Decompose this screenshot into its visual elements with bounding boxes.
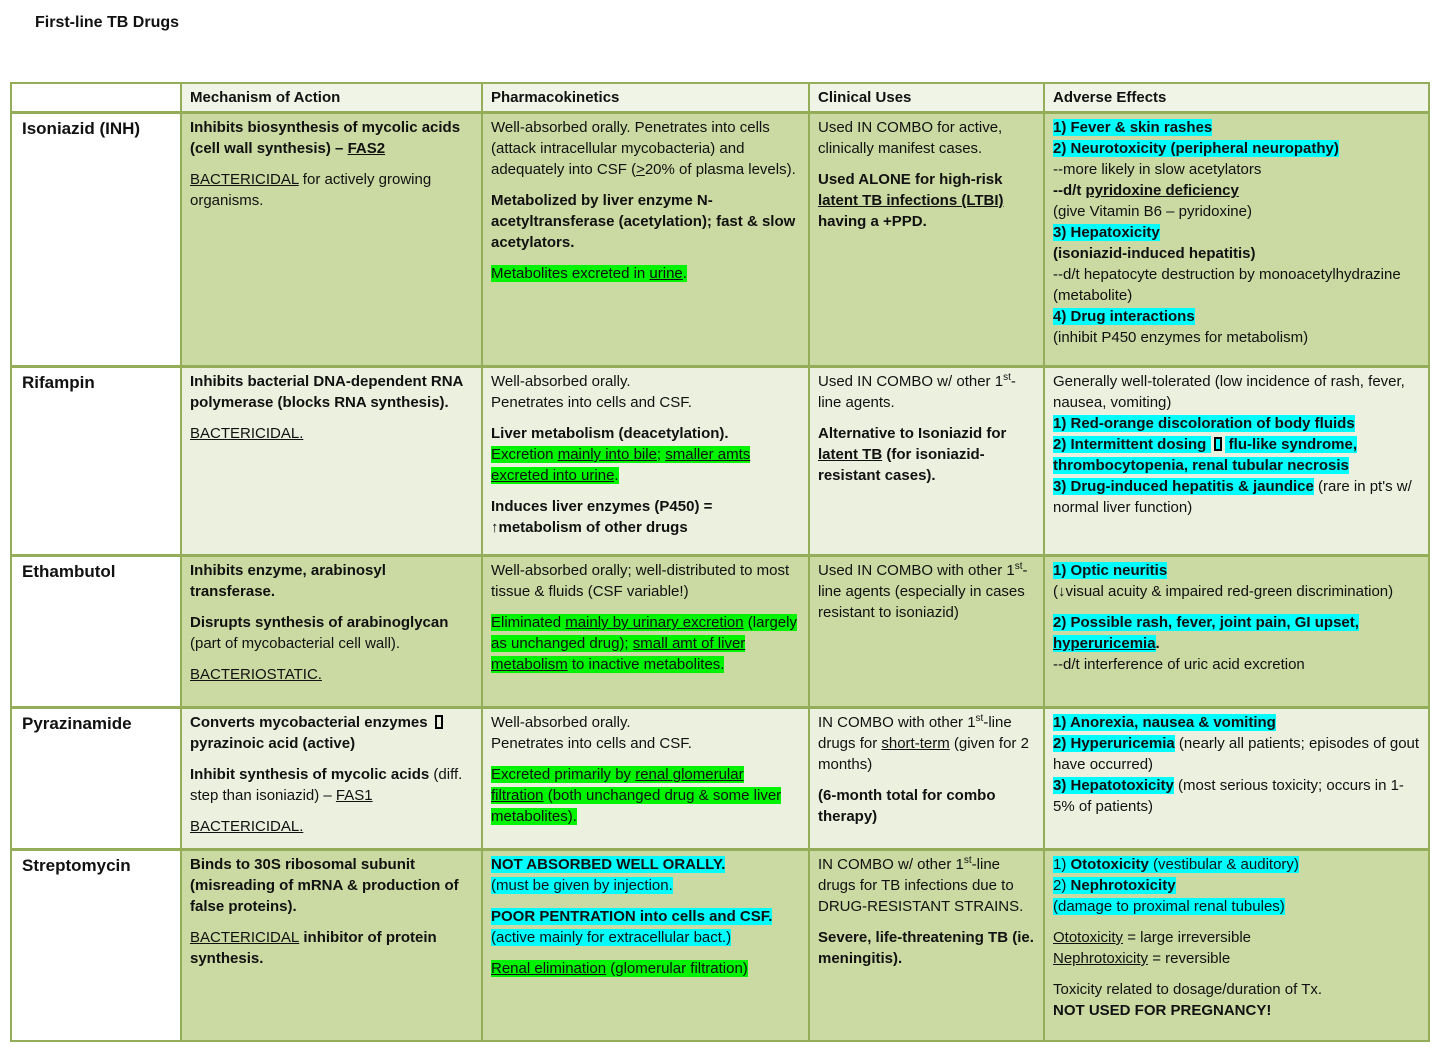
text-run: (given for 2 months) xyxy=(818,735,1029,773)
paragraph xyxy=(818,117,1035,159)
cell-clinical-uses xyxy=(809,556,1044,708)
paragraph xyxy=(190,806,473,816)
drug-name-cell: Ethambutol xyxy=(11,556,181,708)
missing-glyph-box-icon xyxy=(1214,437,1222,451)
text-run: (nearly all patients; episodes of gout have occurred) xyxy=(1053,735,1420,773)
text-run: (both unchanged drug & some liver metabolites). xyxy=(491,787,782,825)
paragraph xyxy=(1053,560,1420,581)
cell-adverse-effects xyxy=(1044,367,1429,556)
text-run: Disrupts synthesis of arabinoglycan xyxy=(190,614,449,631)
paragraph xyxy=(1053,712,1420,733)
paragraph xyxy=(190,413,473,423)
text-run: Used IN COMBO for active, clinically manifest cases. xyxy=(818,119,1003,157)
text-run: BACTERICIDAL. xyxy=(190,425,304,442)
paragraph xyxy=(190,560,473,602)
corner-cell xyxy=(11,83,181,113)
drug-name-cell: Isoniazid (INH) xyxy=(11,113,181,367)
text-run: Inhibit synthesis of mycolic acids xyxy=(190,766,430,783)
paragraph xyxy=(491,423,800,444)
paragraph xyxy=(1053,371,1420,413)
text-run: 2) xyxy=(1053,877,1071,894)
paragraph xyxy=(1053,969,1420,979)
page-title: First-line TB Drugs xyxy=(35,14,180,31)
text-run: 1) Optic neuritis xyxy=(1053,562,1168,579)
text-run: Generally well-tolerated (low incidence of rash, fever, nausea, vomiting) xyxy=(1053,373,1405,411)
text-run: (glomerular filtration) xyxy=(606,960,748,977)
text-run: --d/t interference of uric acid excretion xyxy=(1053,656,1305,673)
text-run: -line agents. xyxy=(818,373,1016,411)
text-run: --d/t hepatocyte destruction by monoacetylhydrazine (metabolite) xyxy=(1053,266,1401,304)
text-run: Toxicity related to dosage/duration of Tx. xyxy=(1053,981,1323,998)
text-run: Eliminated xyxy=(491,614,566,631)
cell-adverse-effects xyxy=(1044,113,1429,367)
paragraph xyxy=(1053,875,1420,896)
paragraph xyxy=(1053,917,1420,927)
text-run: Inhibits enzyme, arabinosyl transferase. xyxy=(190,562,386,600)
cell-pharmacokinetics xyxy=(482,850,809,1041)
paragraph xyxy=(818,712,1035,775)
text-run: . xyxy=(1155,635,1160,652)
text-run: 1) Fever & skin rashes xyxy=(1053,119,1213,136)
cell-mechanism xyxy=(181,556,482,708)
text-run: NOT USED FOR PREGNANCY! xyxy=(1053,1002,1272,1019)
paragraph xyxy=(1053,775,1420,817)
table-body xyxy=(11,113,1429,1041)
text-run: to inactive metabolites. xyxy=(567,656,725,673)
text-run: ; xyxy=(656,446,666,463)
paragraph xyxy=(491,733,800,754)
drug-name-cell: Pyrazinamide xyxy=(11,708,181,850)
cell-mechanism xyxy=(181,850,482,1041)
text-run: (diff. step than isoniazid) – xyxy=(190,766,463,804)
missing-glyph-box-icon xyxy=(435,715,443,729)
text-run: st xyxy=(975,713,984,724)
text-run: IN COMBO with other 1 xyxy=(818,714,976,731)
text-run: Binds to 30S ribosomal subunit (misreading of mRNA & production of false proteins). xyxy=(190,856,459,915)
text-run: (6-month total for combo therapy) xyxy=(818,787,996,825)
text-run: -line drugs for xyxy=(818,714,1012,752)
paragraph xyxy=(818,371,1035,413)
text-run: (vestibular & auditory) xyxy=(1148,856,1299,873)
text-run: renal glomerular filtration xyxy=(491,766,744,804)
text-run: 3) Hepatoxicity xyxy=(1053,224,1160,241)
drug-name-cell: Rifampin xyxy=(11,367,181,556)
cell-mechanism xyxy=(181,708,482,850)
paragraph xyxy=(1053,264,1420,306)
paragraph xyxy=(491,444,800,486)
text-run: urine xyxy=(649,265,683,282)
text-run: (give Vitamin B6 – pyridoxine) xyxy=(1053,203,1252,220)
paragraph xyxy=(818,560,1035,623)
text-run: NOT ABSORBED WELL ORALLY. xyxy=(491,856,726,873)
paragraph xyxy=(1053,896,1420,917)
text-run: BACTERICIDAL. xyxy=(190,818,304,835)
paragraph xyxy=(190,612,473,654)
text-run: 2) Hyperuricemia xyxy=(1053,735,1175,752)
paragraph xyxy=(491,958,800,979)
text-run: for actively growing organisms. xyxy=(190,171,432,209)
paragraph xyxy=(491,392,800,413)
text-run: --d/t xyxy=(1053,182,1086,199)
paragraph xyxy=(1053,581,1420,602)
paragraph xyxy=(491,906,800,927)
paragraph xyxy=(190,423,473,444)
text-run: FAS1 xyxy=(335,787,373,804)
paragraph xyxy=(491,927,800,948)
text-run: short-term xyxy=(881,735,950,752)
text-run: 1) Anorexia, nausea & vomiting xyxy=(1053,714,1276,731)
paragraph xyxy=(818,927,1035,969)
text-run: 20% of plasma levels). xyxy=(644,161,796,178)
text-run: Inhibits bacterial DNA-dependent RNA polymerase (blocks RNA synthesis). xyxy=(190,373,463,411)
cell-clinical-uses xyxy=(809,113,1044,367)
paragraph xyxy=(190,117,473,159)
text-run: (part of mycobacterial cell wall). xyxy=(190,635,401,652)
text-run: BACTERICIDAL xyxy=(190,929,300,946)
text-run: Used IN COMBO w/ other 1 xyxy=(818,373,1004,390)
paragraph xyxy=(190,764,473,806)
header-adverse-effects: Adverse Effects xyxy=(1044,83,1429,113)
text-run: Inhibits biosynthesis of mycolic acids (cell wall synthesis) – xyxy=(190,119,461,157)
tb-drugs-table xyxy=(10,82,1430,1042)
paragraph xyxy=(818,423,1035,486)
text-run: (largely as unchanged drug); xyxy=(491,614,797,652)
text-run: = large irreversible xyxy=(1123,929,1251,946)
paragraph xyxy=(491,612,800,675)
paragraph xyxy=(1053,117,1420,138)
text-run: small amt of liver metabolism xyxy=(491,635,746,673)
text-run: Well-absorbed orally; well-distributed to most tissue & fluids (CSF variable!) xyxy=(491,562,790,600)
paragraph xyxy=(491,486,800,496)
paragraph xyxy=(491,948,800,958)
paragraph xyxy=(190,854,473,917)
text-run: BACTERICIDAL xyxy=(190,171,299,188)
text-run: flu-like syndrome, thrombocytopenia, renal tubular necrosis xyxy=(1053,436,1358,474)
paragraph xyxy=(491,896,800,906)
text-run: (inhibit P450 enzymes for metabolism) xyxy=(1053,329,1309,346)
text-run: (isoniazid-induced hepatitis) xyxy=(1053,245,1256,262)
cell-mechanism xyxy=(181,367,482,556)
paragraph xyxy=(190,169,473,211)
paragraph xyxy=(491,263,800,284)
table-row xyxy=(11,708,1429,850)
paragraph xyxy=(1053,602,1420,612)
text-run: hyperuricemia xyxy=(1053,635,1156,652)
paragraph xyxy=(491,496,800,517)
paragraph xyxy=(1053,1000,1420,1021)
paragraph xyxy=(1053,854,1420,875)
cell-adverse-effects xyxy=(1044,556,1429,708)
text-run: Ototoxicity xyxy=(1070,856,1149,873)
table-row xyxy=(11,367,1429,556)
header-pharmacokinetics: Pharmacokinetics xyxy=(482,83,809,113)
text-run: (must be given by injection. xyxy=(491,877,673,894)
text-run: (active mainly for extracellular bact.) xyxy=(491,929,732,946)
paragraph xyxy=(190,602,473,612)
text-run: -line agents (especially in cases resistant to isoniazid) xyxy=(818,562,1028,621)
text-run: st xyxy=(963,855,972,866)
paragraph xyxy=(1053,948,1420,969)
text-run: (for isoniazid-resistant cases). xyxy=(818,446,985,484)
paragraph xyxy=(1053,243,1420,264)
paragraph xyxy=(491,764,800,827)
paragraph xyxy=(491,854,800,875)
paragraph xyxy=(491,754,800,764)
paragraph xyxy=(190,371,473,413)
text-run: Ototoxicity xyxy=(1053,929,1124,946)
text-run: -line drugs for TB infections due to DRUG-RESISTANT STRAINS. xyxy=(818,856,1024,915)
table-row xyxy=(11,113,1429,367)
text-run: Penetrates into cells and CSF. xyxy=(491,735,692,752)
text-run: Alternative to Isoniazid for xyxy=(818,425,1007,442)
text-run: having a +PPD. xyxy=(818,213,927,230)
paragraph xyxy=(491,875,800,896)
paragraph xyxy=(1053,222,1420,243)
text-run: Excretion xyxy=(491,446,558,463)
paragraph xyxy=(818,854,1035,917)
text-run: 4) Drug interactions xyxy=(1053,308,1195,325)
drug-name-cell: Streptomycin xyxy=(11,850,181,1041)
text-run: Penetrates into cells and CSF. xyxy=(491,394,692,411)
paragraph xyxy=(190,712,473,754)
cell-clinical-uses xyxy=(809,367,1044,556)
paragraph xyxy=(491,190,800,253)
cell-adverse-effects xyxy=(1044,850,1429,1041)
paragraph xyxy=(1053,201,1420,222)
text-run: pyridoxine deficiency xyxy=(1085,182,1239,199)
cell-clinical-uses xyxy=(809,708,1044,850)
text-run: Nephrotoxicity xyxy=(1053,950,1149,967)
cell-clinical-uses xyxy=(809,850,1044,1041)
text-run: (↓visual acuity & impaired red-green discrimination) xyxy=(1053,583,1394,600)
paragraph xyxy=(818,413,1035,423)
cell-pharmacokinetics xyxy=(482,556,809,708)
paragraph xyxy=(491,413,800,423)
text-run: Used IN COMBO with other 1 xyxy=(818,562,1015,579)
paragraph xyxy=(190,917,473,927)
paragraph xyxy=(190,664,473,685)
text-run: st xyxy=(1003,372,1011,383)
text-run: pyrazinoic acid (active) xyxy=(190,735,356,752)
text-run: 3) Drug-induced hepatitis & jaundice xyxy=(1053,478,1314,495)
text-run: (rare in pt's w/ normal liver function) xyxy=(1053,478,1412,516)
text-run: Induces liver enzymes (P450) = xyxy=(491,498,713,515)
text-run: = reversible xyxy=(1148,950,1231,967)
text-run: Renal elimination xyxy=(491,960,607,977)
text-run: IN COMBO w/ other 1 xyxy=(818,856,964,873)
paragraph xyxy=(1053,180,1420,201)
text-run: Used ALONE for high-risk xyxy=(818,171,1003,188)
paragraph xyxy=(190,754,473,764)
text-run: --more likely in slow acetylators xyxy=(1053,161,1262,178)
paragraph xyxy=(190,159,473,169)
text-run: BACTERIOSTATIC. xyxy=(190,666,322,683)
text-run: latent TB infections (LTBI) xyxy=(818,192,1004,209)
paragraph xyxy=(1053,612,1420,654)
cell-pharmacokinetics xyxy=(482,708,809,850)
text-run: Severe, life-threatening TB (ie. meningitis). xyxy=(818,929,1034,967)
table-header xyxy=(11,83,1429,113)
paragraph xyxy=(818,917,1035,927)
cell-adverse-effects xyxy=(1044,708,1429,850)
text-run: 1) Red-orange discoloration of body fluids xyxy=(1053,415,1355,432)
paragraph xyxy=(818,785,1035,827)
paragraph xyxy=(491,117,800,180)
text-run: Metabolized by liver enzyme N-acetyltransferase (acetylation); fast & slow acetylators. xyxy=(491,192,796,251)
table-row xyxy=(11,850,1429,1041)
table-row xyxy=(11,556,1429,708)
paragraph xyxy=(818,159,1035,169)
paragraph xyxy=(190,654,473,664)
header-mechanism: Mechanism of Action xyxy=(181,83,482,113)
paragraph xyxy=(491,253,800,263)
header-row xyxy=(11,83,1429,113)
text-run: Liver metabolism (deacetylation). xyxy=(491,425,729,442)
paragraph xyxy=(190,816,473,837)
text-run: Well-absorbed orally. xyxy=(491,714,631,731)
paragraph xyxy=(1053,159,1420,180)
text-run: > xyxy=(636,161,645,178)
text-run: (damage to proximal renal tubules) xyxy=(1053,898,1285,915)
text-run: st xyxy=(1014,561,1023,572)
paragraph xyxy=(818,169,1035,232)
paragraph xyxy=(1053,476,1420,518)
paragraph xyxy=(1053,138,1420,159)
paragraph xyxy=(1053,413,1420,434)
paragraph xyxy=(491,180,800,190)
paragraph xyxy=(1053,434,1420,476)
text-run: Well-absorbed orally. Penetrates into cells (attack intracellular mycobacteria) and adequately into CSF ( xyxy=(491,119,770,178)
text-run: 2) Neurotoxicity (peripheral neuropathy) xyxy=(1053,140,1339,157)
cell-mechanism xyxy=(181,113,482,367)
text-run: POOR PENTRATION into cells and CSF. xyxy=(491,908,773,925)
paragraph xyxy=(491,712,800,733)
paragraph xyxy=(1053,979,1420,1000)
paragraph xyxy=(190,927,473,969)
text-run: 2) Possible rash, fever, joint pain, GI upset, xyxy=(1053,614,1359,631)
paragraph xyxy=(491,602,800,612)
text-run: Well-absorbed orally. xyxy=(491,373,631,390)
text-run: mainly by urinary excretion xyxy=(565,614,744,631)
paragraph xyxy=(1053,733,1420,775)
paragraph xyxy=(1053,327,1420,348)
text-run: . xyxy=(614,467,619,484)
text-run: Excreted primarily by xyxy=(491,766,636,783)
text-run: latent TB xyxy=(818,446,883,463)
text-run: (most serious toxicity; occurs in 1-5% of patients) xyxy=(1053,777,1404,815)
cell-pharmacokinetics xyxy=(482,113,809,367)
paragraph xyxy=(1053,654,1420,675)
text-run: 1) xyxy=(1053,856,1071,873)
paragraph xyxy=(818,775,1035,785)
paragraph xyxy=(1053,927,1420,948)
text-run: mainly into bile xyxy=(557,446,657,463)
text-run: 3) Hepatotoxicity xyxy=(1053,777,1174,794)
paragraph xyxy=(491,517,800,538)
paragraph xyxy=(491,560,800,602)
text-run: Metabolites excreted in xyxy=(491,265,650,282)
paragraph xyxy=(1053,306,1420,327)
paragraph xyxy=(491,371,800,392)
text-run: FAS2 xyxy=(347,140,386,157)
text-run: ↑metabolism of other drugs xyxy=(491,519,688,536)
text-run: 2) Intermittent dosing xyxy=(1053,436,1211,453)
text-run: inhibitor of protein synthesis. xyxy=(190,929,437,967)
text-run: Nephrotoxicity xyxy=(1070,877,1176,894)
text-run: Converts mycobacterial enzymes xyxy=(190,714,432,731)
text-run: . xyxy=(682,265,687,282)
text-run: smaller amts excreted into urine xyxy=(491,446,751,484)
cell-pharmacokinetics xyxy=(482,367,809,556)
header-clinical-uses: Clinical Uses xyxy=(809,83,1044,113)
